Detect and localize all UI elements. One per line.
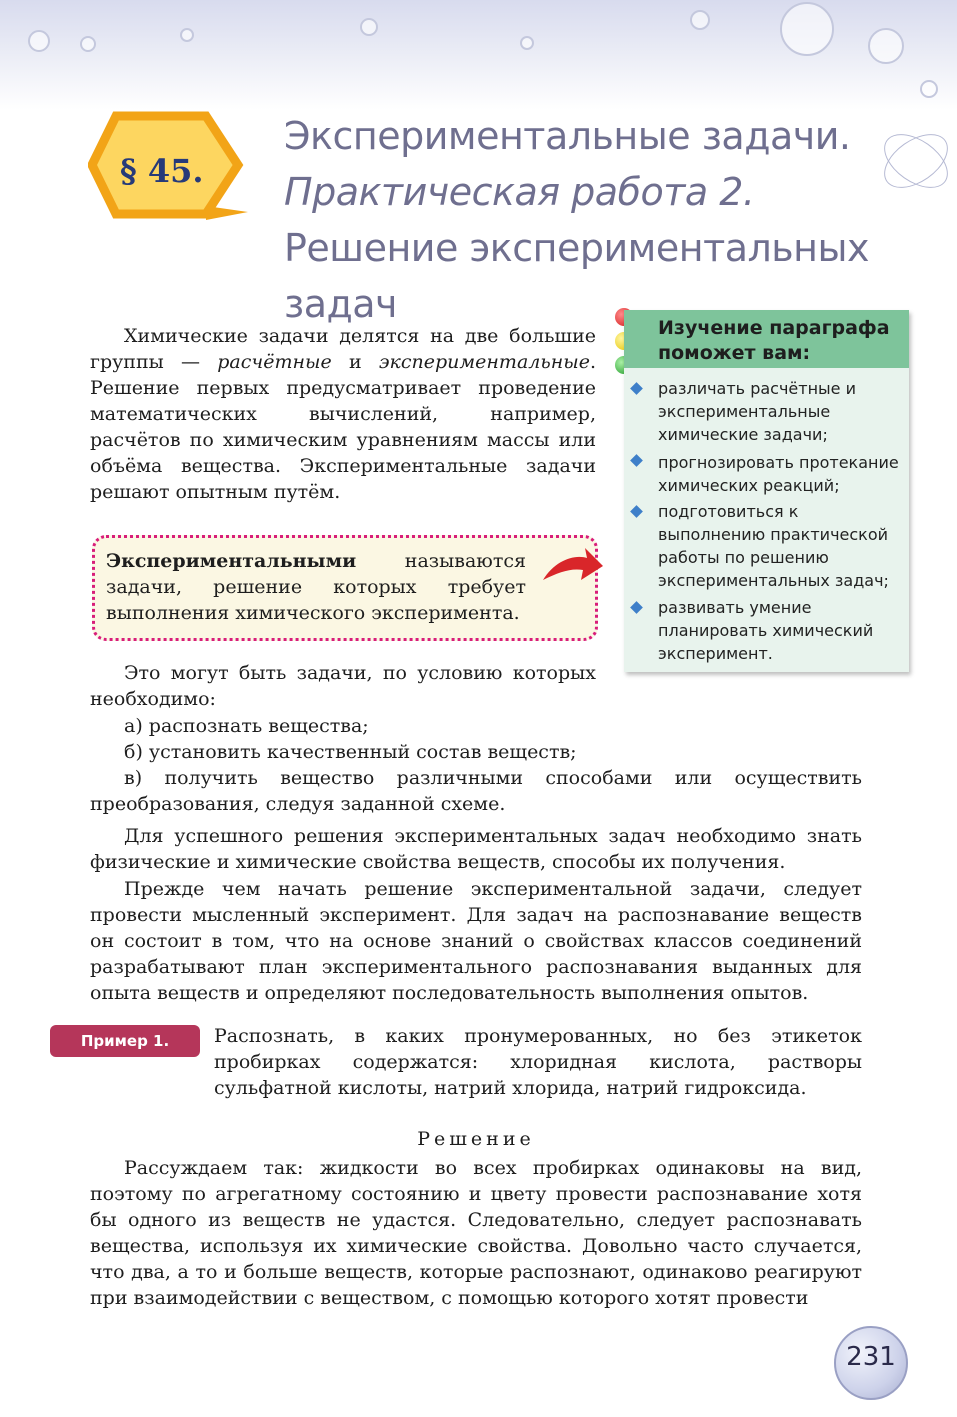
- bubble-decoration: [28, 30, 50, 52]
- example-label: Пример 1.: [50, 1025, 200, 1057]
- goal-item: различать расчётные и экспериментальные химические задачи;: [658, 379, 856, 444]
- conditions-intro: Это могут быть задачи, по условию которых необходимо:: [90, 662, 596, 710]
- solution-heading: Решение: [417, 1128, 535, 1150]
- example-text: Распознать, в каких пронумерованных, но без этикеток пробирках содержатся: хлоридная кислота, растворы сульфатной кислоты, натрий хлорида, натрий гидроксида.: [214, 1025, 862, 1099]
- bubble-decoration: [80, 36, 96, 52]
- bubble-decoration: [868, 28, 904, 64]
- goal-item: прогнозировать протекание химических реакций;: [658, 453, 899, 495]
- red-arrow-icon: [535, 540, 605, 590]
- intro-paragraph: [90, 323, 596, 505]
- chapter-title: [284, 108, 904, 332]
- solution-text: Рассуждаем так: жидкости во всех пробирках одинаковы на вид, поэтому по агрегатному состоянию и цвету провести распознавание хотя бы одного из веществ не удастся. Следовательно, следует распознавать вещества, используя их химические свойства. Довольно часто случается, что два, а то и больше веществ, которые распознают, одинаково реагируют при взаимодействии с веществом, с помощью которого хотят провести: [90, 1157, 862, 1309]
- bubble-decoration: [780, 2, 834, 56]
- goal-item: развивать умение планировать химический эксперимент.: [658, 598, 874, 663]
- term-calculation: расчётные: [217, 351, 332, 373]
- bubble-decoration: [180, 28, 194, 42]
- bubble-decoration: [920, 80, 938, 98]
- chapter-title-line1: Экспериментальные задачи.: [284, 114, 851, 158]
- intro-text: . Решение первых предусматривает проведение математических вычислений, например, расчётов по химическим уравнениям массы или объёма вещества. Экспериментальные задачи решают опытным путём.: [90, 351, 596, 503]
- condition-b: б) установить качественный состав веществ;: [124, 741, 577, 763]
- definition-term: Экспериментальными: [106, 550, 357, 572]
- chapter-title-line3: Решение экспериментальных задач: [284, 226, 870, 326]
- term-experimental: экспериментальные: [378, 351, 590, 373]
- paragraph-knowledge: Для успешного решения экспериментальных задач необходимо знать физические и химические свойства веществ, способы их получения.: [90, 825, 862, 873]
- paragraph-thought-experiment: Прежде чем начать решение экспериментальной задачи, следует провести мысленный эксперимент. Для задач на распознавание веществ он состоит в том, что на основе знаний о свойствах классов соединений разрабатывают план экспериментального распознавания выданных для опыта веществ и определяют последовательность выполнения опытов.: [90, 878, 862, 1004]
- bubble-decoration: [690, 10, 710, 30]
- goal-item: подготовиться к выполнению практической работы по решению экспериментальных задач;: [658, 502, 889, 590]
- condition-a: а) распознать вещества;: [124, 715, 369, 737]
- intro-text: и: [331, 351, 379, 373]
- page-number: 231: [846, 1342, 896, 1372]
- definition-body: называются задачи, решение которых требует выполнения химического эксперимента.: [106, 550, 526, 624]
- condition-c: в) получить вещество различными способами или осуществить преобразования, следуя заданной схеме.: [90, 767, 862, 815]
- definition-text: [106, 548, 526, 626]
- paragraph-number: § 45.: [120, 152, 204, 190]
- bubble-decoration: [360, 18, 378, 36]
- chapter-title-line2: Практическая работа 2.: [284, 170, 755, 214]
- intro-text: Химические задачи делятся на две большие группы —: [90, 325, 596, 373]
- bubble-decoration: [520, 36, 534, 50]
- goals-title: Изучение параграфа поможет вам:: [658, 317, 890, 364]
